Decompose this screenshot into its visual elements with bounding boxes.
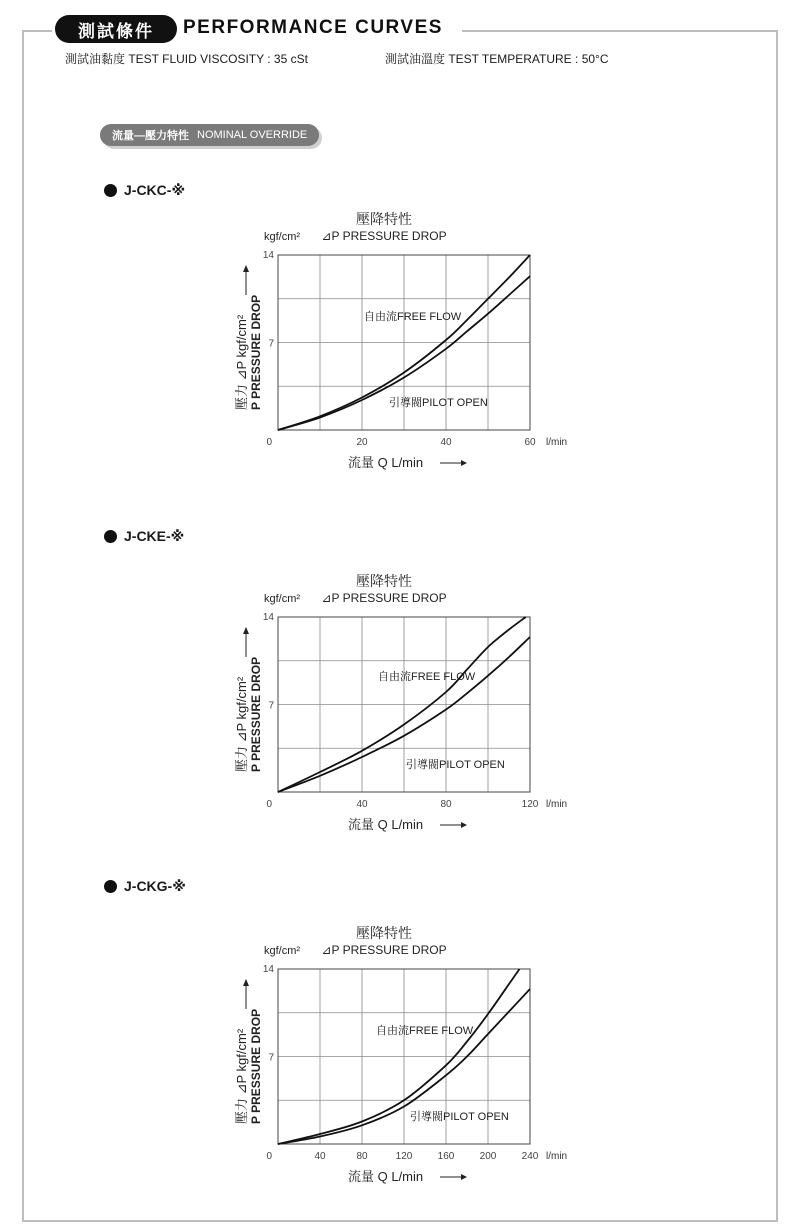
- chart-ckg: [0, 914, 800, 1214]
- chart-subtitle: ⊿P PRESSURE DROP: [321, 591, 447, 605]
- tick-label-x: 200: [479, 1151, 497, 1162]
- y-axis-label-group: [234, 1009, 263, 1124]
- tick-label-y: 7: [268, 338, 274, 350]
- x-axis-arrowhead-icon: [461, 460, 467, 466]
- chart-cke: [0, 562, 800, 862]
- model-label: J-CKC-※: [124, 182, 186, 198]
- bullet-icon: [104, 880, 117, 893]
- x-unit-label: l/min: [546, 437, 568, 448]
- tick-label-x: 60: [524, 437, 536, 448]
- test-conditions-badge: 測試條件: [55, 15, 177, 43]
- y-axis-label-en: P PRESSURE DROP: [249, 1008, 263, 1124]
- model-heading-cke: [104, 528, 184, 545]
- x-axis-arrowhead-icon: [461, 822, 467, 828]
- y-axis-label-group: [234, 657, 263, 772]
- y-axis-arrowhead-icon: [243, 627, 249, 634]
- series-label-pilot-open: 引導閥PILOT OPEN: [410, 1111, 509, 1123]
- bullet-icon: [104, 530, 117, 543]
- tick-label-x: 0: [266, 1151, 272, 1162]
- tick-label-x: 240: [521, 1151, 539, 1162]
- chart-title: 壓降特性: [356, 211, 412, 227]
- x-axis-label: 流量 Q L/min: [348, 817, 424, 832]
- tick-label-x: 40: [440, 437, 452, 448]
- y-unit-label: kgf/cm²: [264, 231, 301, 243]
- tick-label-y: 7: [268, 700, 274, 712]
- tick-label-x: 0: [266, 437, 272, 448]
- header-rule-right: [462, 30, 778, 32]
- y-axis-label-zh: 壓力 ⊿P kgf/cm²: [234, 314, 249, 410]
- model-heading-ckg: [104, 878, 186, 895]
- tick-label-x: 120: [521, 799, 539, 810]
- y-axis-label-group: [234, 295, 263, 410]
- chart-svg: [0, 200, 800, 500]
- y-axis-label-zh: 壓力 ⊿P kgf/cm²: [234, 676, 249, 772]
- y-axis-label-en: P PRESSURE DROP: [249, 656, 263, 772]
- x-unit-label: l/min: [546, 1151, 568, 1162]
- section-tab-zh: 流量—壓力特性: [112, 130, 189, 142]
- chart-svg: [0, 562, 800, 862]
- tick-label-x: 20: [356, 437, 368, 448]
- y-axis-label-zh: 壓力 ⊿P kgf/cm²: [234, 1028, 249, 1124]
- series-label-free-flow: 自由流FREE FLOW: [378, 671, 476, 683]
- chart-title: 壓降特性: [356, 573, 412, 589]
- y-unit-label: kgf/cm²: [264, 945, 301, 957]
- tick-label-x: 0: [266, 799, 272, 810]
- tick-label-y: 14: [262, 250, 274, 261]
- tick-label-x: 40: [314, 1151, 326, 1162]
- y-unit-label: kgf/cm²: [264, 593, 301, 605]
- temperature-condition: 測試油溫度 TEST TEMPERATURE : 50°C: [385, 52, 609, 66]
- x-axis-label: 流量 Q L/min: [348, 1169, 424, 1184]
- section-tab-nominal-override: [100, 124, 319, 146]
- chart-svg: [0, 914, 800, 1214]
- chart-subtitle: ⊿P PRESSURE DROP: [321, 943, 447, 957]
- series-label-pilot-open: 引導閥PILOT OPEN: [389, 397, 488, 409]
- viscosity-condition: 測試油黏度 TEST FLUID VISCOSITY : 35 cSt: [65, 52, 308, 66]
- x-unit-label: l/min: [546, 799, 568, 810]
- series-label-pilot-open: 引導閥PILOT OPEN: [406, 759, 505, 771]
- header-rule-left: [22, 30, 52, 32]
- section-tab-en: NOMINAL OVERRIDE: [197, 129, 308, 141]
- tick-label-y: 14: [262, 964, 274, 975]
- model-heading-ckc: [104, 182, 185, 199]
- tick-label-x: 80: [356, 1151, 368, 1162]
- tick-label-y: 14: [262, 612, 274, 623]
- tick-label-x: 120: [395, 1151, 413, 1162]
- x-axis-arrowhead-icon: [461, 1174, 467, 1180]
- page-title: PERFORMANCE CURVES: [183, 17, 443, 38]
- chart-title: 壓降特性: [356, 925, 412, 941]
- bullet-icon: [104, 184, 117, 197]
- model-label: J-CKG-※: [124, 878, 186, 894]
- chart-subtitle: ⊿P PRESSURE DROP: [321, 229, 447, 243]
- tick-label-x: 40: [356, 799, 368, 810]
- tick-label-x: 80: [440, 799, 452, 810]
- model-label: J-CKE-※: [124, 528, 185, 544]
- series-label-free-flow: 自由流FREE FLOW: [376, 1025, 474, 1037]
- y-axis-arrowhead-icon: [243, 265, 249, 272]
- x-axis-label: 流量 Q L/min: [348, 455, 424, 470]
- chart-ckc: [0, 200, 800, 500]
- tick-label-y: 7: [268, 1052, 274, 1064]
- y-axis-label-en: P PRESSURE DROP: [249, 294, 263, 410]
- series-label-free-flow: 自由流FREE FLOW: [364, 311, 462, 323]
- y-axis-arrowhead-icon: [243, 979, 249, 986]
- tick-label-x: 160: [437, 1151, 455, 1162]
